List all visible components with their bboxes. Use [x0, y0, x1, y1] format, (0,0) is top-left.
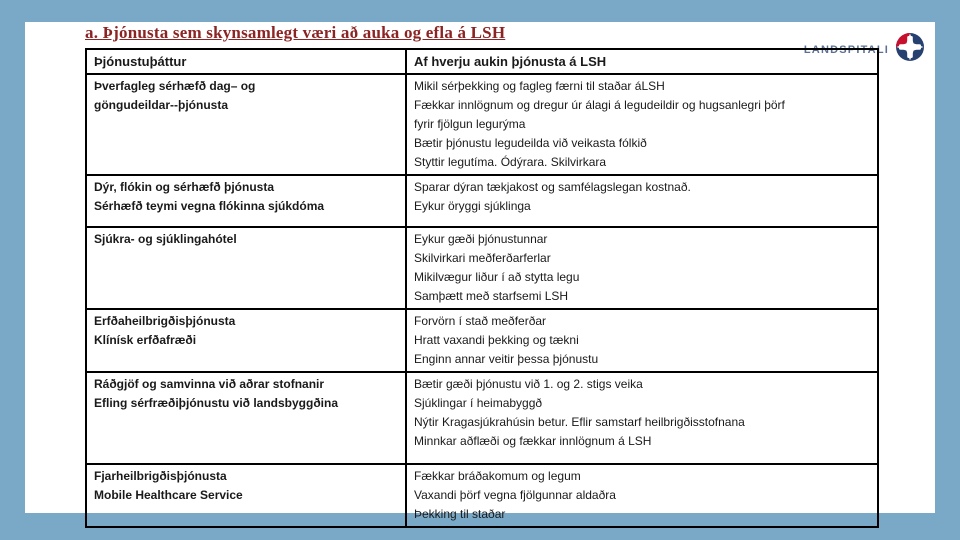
service-cell: Dýr, flókin og sérhæfð þjónusta Sérhæfð teymi vegna flókinna sjúkdóma: [86, 175, 406, 227]
table-row: [86, 74, 878, 175]
service-cell: Sjúkra- og sjúklingahótel: [86, 227, 406, 309]
service-cell: Fjarheilbrigðisþjónusta Mobile Healthcare Service: [86, 464, 406, 527]
landspitali-cross-icon: [895, 32, 925, 67]
service-cell: Ráðgjöf og samvinna við aðrar stofnanir Efling sérfræðiþjónustu við landsbyggðina: [86, 372, 406, 464]
table-row: [86, 175, 878, 227]
logo-text: LANDSPITALI: [803, 43, 889, 56]
why-cell: Eykur gæði þjónustunnar Skilvirkari meðferðarferlar Mikilvægur liður í að stytta legu Samþætt með starfsemi LSH: [406, 227, 878, 309]
table-row: [86, 227, 878, 309]
why-cell: Fækkar bráðakomum og legum Vaxandi þörf vegna fjölgunnar aldaðra Þekking til staðar: [406, 464, 878, 527]
why-cell: Sparar dýran tækjakost og samfélagslegan kostnað. Eykur öryggi sjúklinga: [406, 175, 878, 227]
why-cell: Mikil sérþekking og fagleg færni til staðar áLSH Fækkar innlögnum og dregur úr álagi á legudeildir og hugsanlegri þörf fyrir fjölgun legurýma Bætir þjónustu legudeilda við veikasta fólkið Styttir legutíma. Ódýrara. Skilvirkara: [406, 74, 878, 175]
table-row: [86, 464, 878, 527]
table-row: [86, 309, 878, 372]
table-header-row: [86, 49, 878, 74]
table-row: [86, 372, 878, 464]
header-cell-why: Af hverju aukin þjónusta á LSH: [406, 49, 878, 74]
content-area: [25, 22, 935, 521]
why-cell: Forvörn í stað meðferðar Hratt vaxandi þekking og tækni Enginn annar veitir þessa þjónustu: [406, 309, 878, 372]
header-cell-service: Þjónustuþáttur: [86, 49, 406, 74]
why-cell: Bætir gæði þjónustu við 1. og 2. stigs veika Sjúklingar í heimabyggð Nýtir Kragasjúkrahúsin betur. Eflir samstarf heilbrigðisstofnana Minnkar aðflæði og fækkar innlögnum á LSH: [406, 372, 878, 464]
services-table: [85, 48, 879, 528]
page-title: a. Þjónusta sem skynsamlegt væri að auka og efla á LSH: [85, 23, 506, 42]
service-cell: Þverfagleg sérhæfð dag– og göngudeildar--þjónusta: [86, 74, 406, 175]
service-cell: Erfðaheilbrigðisþjónusta Klínísk erfðafræði: [86, 309, 406, 372]
